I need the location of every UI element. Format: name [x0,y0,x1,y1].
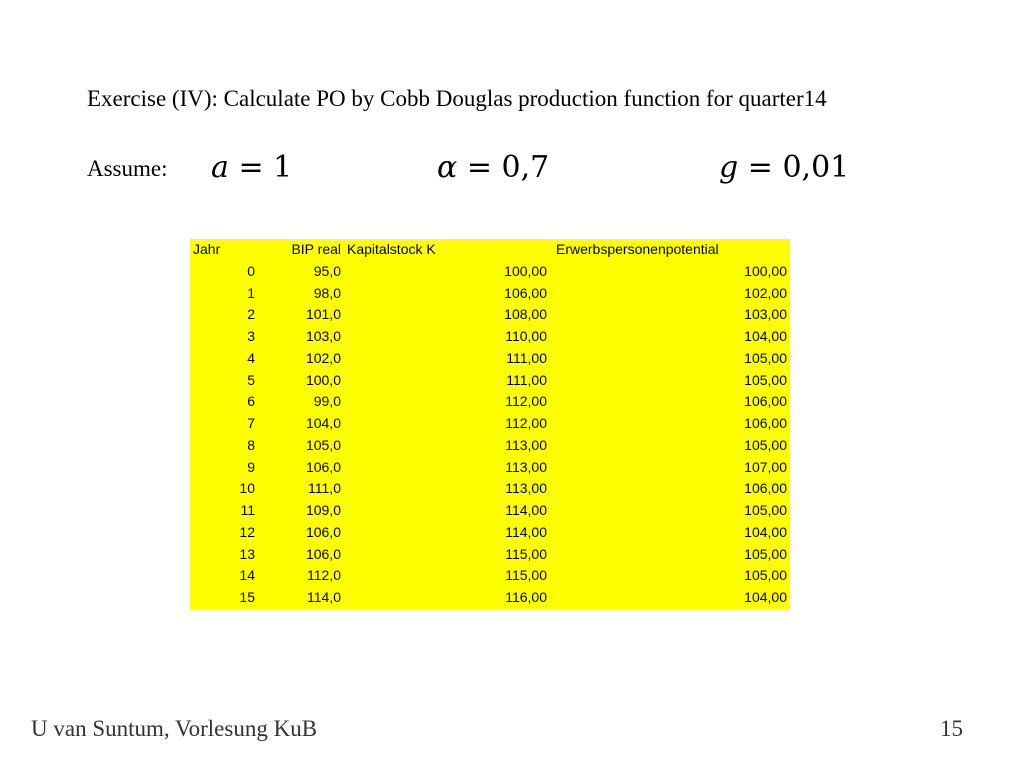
table-row [190,565,790,587]
equation-a-var: a [211,150,229,185]
cell-erwerbspersonenpotential: 104,00 [744,523,787,540]
equation-g-var: g [719,150,739,185]
cell-kapitalstock: 111,00 [506,371,547,388]
cell-erwerbspersonenpotential: 102,00 [744,284,787,301]
data-table-panel [190,239,790,609]
table-row [190,261,790,283]
equation-g [719,150,849,185]
equation-alpha-op: = [466,150,492,185]
cell-bip-real: 103,0 [305,328,341,344]
data-table [190,239,790,609]
table-row [190,544,790,566]
cell-bip-real: 101,0 [305,306,341,323]
cell-erwerbspersonenpotential: 105,00 [744,545,787,562]
cell-erwerbspersonenpotential: 104,00 [744,589,787,605]
cell-jahr: 11 [240,502,255,518]
cell-bip-real: 98,0 [313,284,341,301]
cell-kapitalstock: 108,00 [504,306,547,323]
cell-kapitalstock: 113,00 [505,458,547,475]
table-header-row [190,239,790,261]
cell-jahr: 14 [239,567,255,584]
equation-alpha [437,150,549,185]
cell-kapitalstock: 112,00 [505,415,547,431]
cell-erwerbspersonenpotential: 106,00 [744,393,787,410]
cell-jahr: 12 [239,523,255,540]
equation-a-op: = [238,150,264,185]
cell-bip-real: 106,0 [305,523,341,540]
table-row [190,522,790,544]
cell-erwerbspersonenpotential: 105,00 [744,502,787,518]
table-row [190,435,790,457]
cell-bip-real: 104,0 [305,415,341,431]
cell-jahr: 10 [239,480,255,497]
assume-label: Assume: [87,156,168,181]
cell-bip-real: 99,0 [313,393,341,410]
cell-erwerbspersonenpotential: 104,00 [744,328,787,344]
equation-g-value: 0,01 [782,150,850,185]
footer-author: U van Suntum, Vorlesung KuB [31,716,318,741]
cell-erwerbspersonenpotential: 105,00 [744,371,787,388]
equation-alpha-var: α [437,150,458,185]
cell-kapitalstock: 115,00 [505,567,547,584]
header-kapitalstock: Kapitalstock K [347,241,436,257]
cell-kapitalstock: 112,00 [505,393,547,410]
table-row [190,348,790,370]
header-jahr: Jahr [193,241,221,257]
equation-a [211,150,292,185]
table-row [190,500,790,522]
cell-bip-real: 106,0 [305,458,341,475]
cell-erwerbspersonenpotential: 106,00 [744,415,787,431]
cell-kapitalstock: 111,00 [506,349,547,366]
cell-bip-real: 112,0 [307,567,341,584]
cell-jahr: 13 [239,545,255,562]
cell-erwerbspersonenpotential: 106,00 [744,480,787,497]
cell-bip-real: 106,0 [305,545,341,562]
cell-kapitalstock: 114,00 [505,502,547,518]
cell-jahr: 5 [247,371,255,388]
cell-erwerbspersonenpotential: 103,00 [744,306,787,323]
table-row [190,457,790,479]
cell-jahr: 3 [247,328,255,344]
cell-jahr: 15 [239,589,255,605]
table-row [190,478,790,500]
cell-bip-real: 100,0 [305,371,341,388]
cell-jahr: 8 [247,436,255,453]
cell-kapitalstock: 116,00 [505,589,547,605]
equation-a-value: 1 [273,150,293,185]
equation-alpha-value: 0,7 [501,150,550,185]
cell-jahr: 4 [247,349,255,366]
table-row [190,370,790,392]
header-bip-real: BIP real [291,241,341,257]
table-row [190,326,790,348]
table-row [190,283,790,305]
cell-bip-real: 114,0 [307,589,341,605]
cell-erwerbspersonenpotential: 105,00 [744,436,787,453]
cell-jahr: 1 [247,284,255,301]
cell-kapitalstock: 100,00 [504,262,547,279]
table-row [190,413,790,435]
cell-bip-real: 111,0 [308,480,341,497]
cell-kapitalstock: 113,00 [505,436,547,453]
cell-jahr: 9 [247,458,255,475]
cell-jahr: 0 [247,262,255,279]
table-row [190,587,790,609]
slide-title: Exercise (IV): Calculate PO by Cobb Douglas production function for quarter14 [87,86,827,111]
cell-kapitalstock: 114,00 [505,523,547,540]
cell-jahr: 6 [247,393,255,410]
cell-bip-real: 102,0 [305,349,341,366]
page-number: 15 [940,716,963,741]
cell-jahr: 7 [247,415,255,431]
cell-jahr: 2 [247,306,255,323]
cell-erwerbspersonenpotential: 105,00 [744,567,787,584]
equation-g-op: = [747,150,773,185]
cell-bip-real: 105,0 [305,436,341,453]
cell-kapitalstock: 110,00 [505,328,547,344]
cell-erwerbspersonenpotential: 100,00 [744,262,787,279]
cell-kapitalstock: 113,00 [505,480,547,497]
cell-kapitalstock: 115,00 [505,545,547,562]
table-body [190,261,790,609]
table-row [190,391,790,413]
table-row [190,304,790,326]
cell-bip-real: 109,0 [305,502,341,518]
cell-bip-real: 95,0 [313,262,341,279]
cell-erwerbspersonenpotential: 107,00 [744,458,787,475]
cell-erwerbspersonenpotential: 105,00 [744,349,787,366]
cell-kapitalstock: 106,00 [504,284,547,301]
header-erwerbspersonenpotential: Erwerbspersonenpotential [556,241,719,257]
